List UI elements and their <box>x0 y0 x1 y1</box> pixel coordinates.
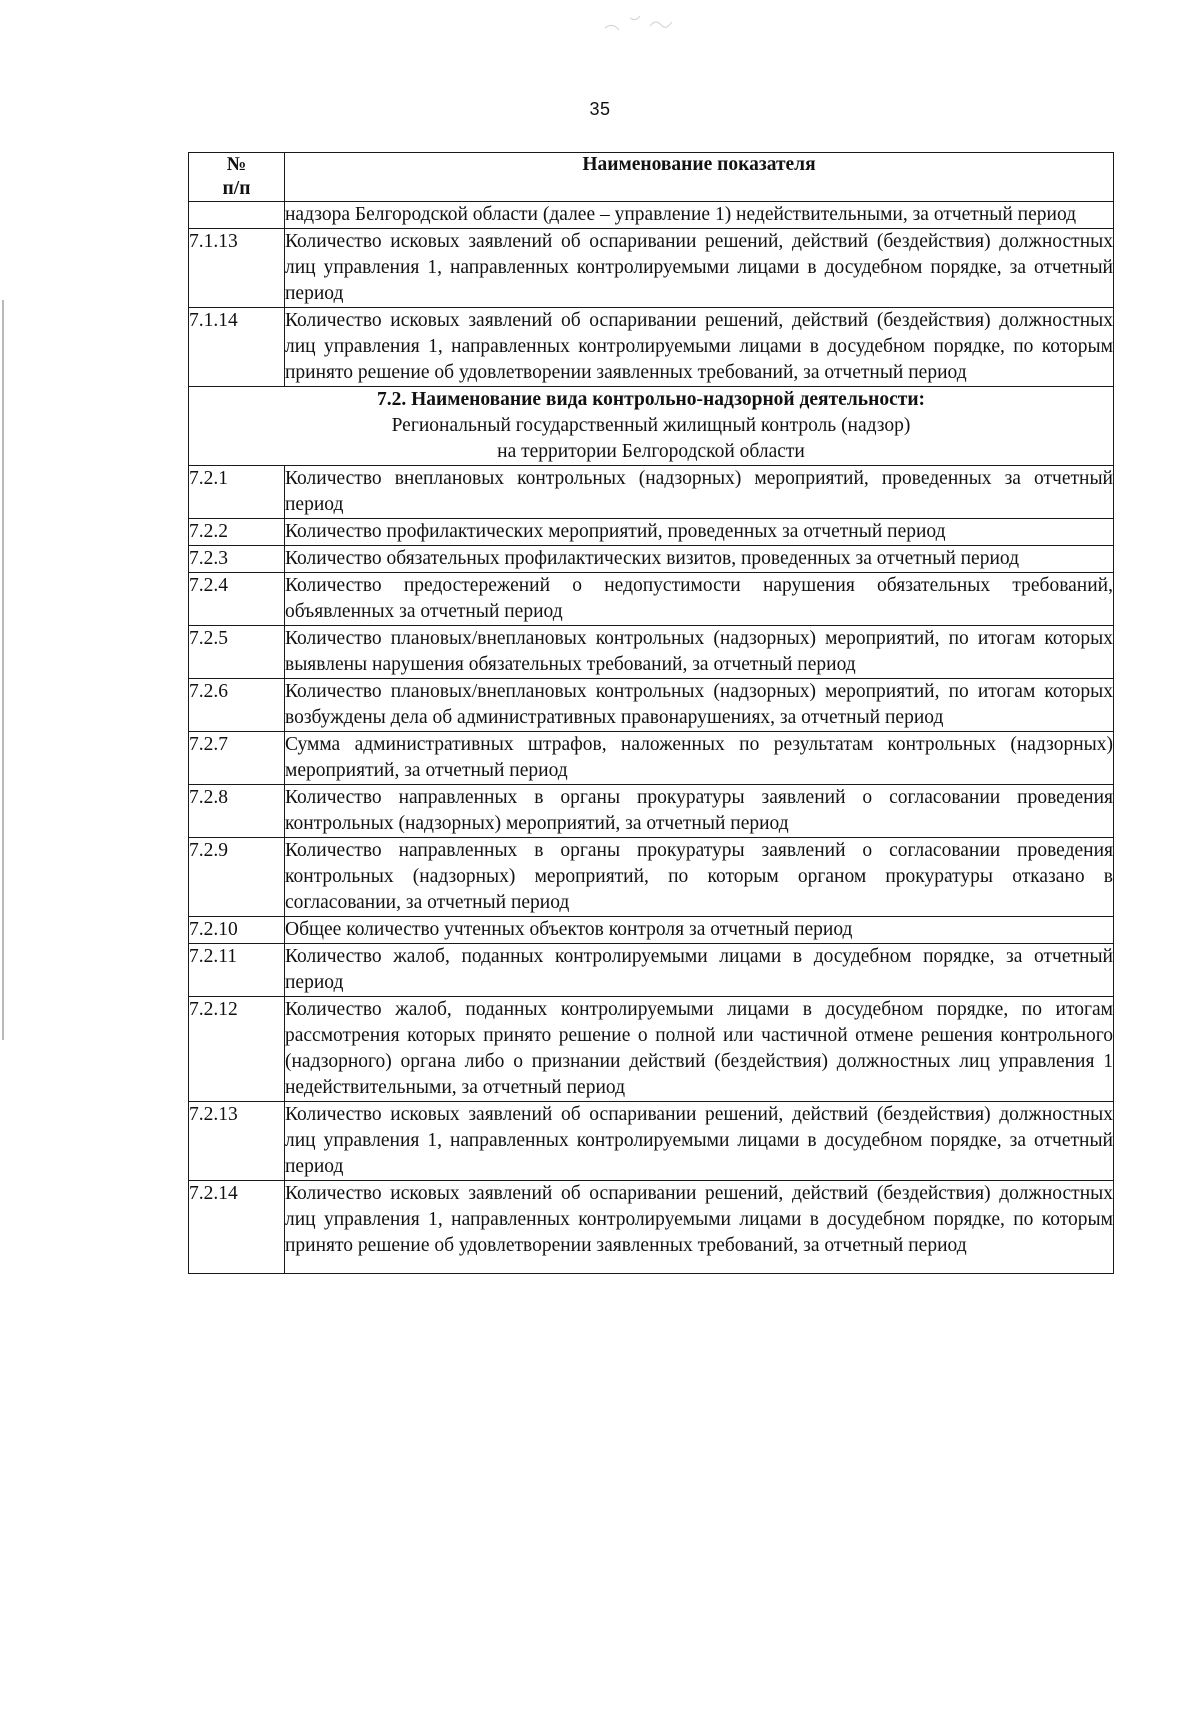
row-number: 7.2.14 <box>189 1181 285 1274</box>
row-name: Количество плановых/внеплановых контрольных (надзорных) мероприятий, по итогам которых возбуждены дела об административных правонарушениях, за отчетный период <box>285 679 1114 732</box>
table-row <box>189 917 1114 944</box>
table-row <box>189 573 1114 626</box>
row-number: 7.2.7 <box>189 732 285 785</box>
table-row <box>189 838 1114 917</box>
row-name: Сумма административных штрафов, наложенных по результатам контрольных (надзорных) мероприятий, за отчетный период <box>285 732 1114 785</box>
row-number: 7.2.13 <box>189 1102 285 1181</box>
row-name: Количество профилактических мероприятий, проведенных за отчетный период <box>285 519 1114 546</box>
row-name: Общее количество учтенных объектов контроля за отчетный период <box>285 917 1114 944</box>
row-name: Количество исковых заявлений об оспаривании решений, действий (бездействия) должностных лиц управления 1, направленных контролируемыми лицами в досудебном порядке, по которым принято решение об удовлетворении заявленных требований, за отчетный период <box>285 308 1114 387</box>
row-number: 7.2.3 <box>189 546 285 573</box>
header-number <box>189 153 285 202</box>
table-row <box>189 229 1114 308</box>
header-number-label: № п/п <box>222 154 251 199</box>
table-row <box>189 466 1114 519</box>
row-name: Количество предостережений о недопустимости нарушения обязательных требований, объявленных за отчетный период <box>285 573 1114 626</box>
row-number: 7.2.9 <box>189 838 285 917</box>
table-row <box>189 785 1114 838</box>
row-number: 7.2.10 <box>189 917 285 944</box>
row-name: Количество обязательных профилактических визитов, проведенных за отчетный период <box>285 546 1114 573</box>
section-heading <box>189 387 1114 466</box>
header-indicator-name: Наименование показателя <box>285 153 1114 202</box>
scan-edge-line <box>2 300 4 1040</box>
table-row <box>189 732 1114 785</box>
table-row <box>189 1102 1114 1181</box>
table-row <box>189 626 1114 679</box>
section-subtitle-line-2: на территории Белгородской области <box>497 441 805 462</box>
row-name: Количество исковых заявлений об оспаривании решений, действий (бездействия) должностных лиц управления 1, направленных контролируемыми лицами в досудебном порядке, за отчетный период <box>285 1102 1114 1181</box>
row-number: 7.2.2 <box>189 519 285 546</box>
row-name: Количество плановых/внеплановых контрольных (надзорных) мероприятий, по итогам которых выявлены нарушения обязательных требований, за отчетный период <box>285 626 1114 679</box>
table-header-row <box>189 153 1114 202</box>
table-row <box>189 546 1114 573</box>
row-number: 7.2.4 <box>189 573 285 626</box>
page-number: 35 <box>589 99 611 119</box>
row-name: Количество жалоб, поданных контролируемыми лицами в досудебном порядке, по итогам рассмотрения которых принято решение о полной или частичной отмене решения контрольного (надзорного) органа либо о признании действий (бездействия) должностных лиц управления 1 недействительными, за отчетный период <box>285 997 1114 1102</box>
table-row <box>189 997 1114 1102</box>
row-number: 7.1.13 <box>189 229 285 308</box>
row-name: Количество жалоб, поданных контролируемыми лицами в досудебном порядке, за отчетный период <box>285 944 1114 997</box>
row-number: 7.2.12 <box>189 997 285 1102</box>
section-title: 7.2. Наименование вида контрольно-надзорной деятельности: <box>376 389 926 410</box>
row-name: Количество исковых заявлений об оспаривании решений, действий (бездействия) должностных лиц управления 1, направленных контролируемыми лицами в досудебном порядке, по которым принято решение об удовлетворении заявленных требований, за отчетный период <box>285 1181 1114 1274</box>
scan-artifact <box>600 8 680 38</box>
row-number: 7.1.14 <box>189 308 285 387</box>
table-row <box>189 202 1114 229</box>
row-name: надзора Белгородской области (далее – управление 1) недействительными, за отчетный период <box>285 202 1114 229</box>
row-name: Количество направленных в органы прокуратуры заявлений о согласовании проведения контрольных (надзорных) мероприятий, за отчетный период <box>285 785 1114 838</box>
row-number: 7.2.6 <box>189 679 285 732</box>
table-row <box>189 679 1114 732</box>
row-number: 7.2.1 <box>189 466 285 519</box>
row-name: Количество направленных в органы прокуратуры заявлений о согласовании проведения контрольных (надзорных) мероприятий, по которым органом прокуратуры отказано в согласовании, за отчетный период <box>285 838 1114 917</box>
row-number: 7.2.11 <box>189 944 285 997</box>
table-row <box>189 1181 1114 1274</box>
row-number: 7.2.5 <box>189 626 285 679</box>
row-name: Количество исковых заявлений об оспаривании решений, действий (бездействия) должностных лиц управления 1, направленных контролируемыми лицами в досудебном порядке, за отчетный период <box>285 229 1114 308</box>
section-row <box>189 387 1114 466</box>
section-subtitle-line-1: Региональный государственный жилищный контроль (надзор) <box>391 415 911 436</box>
table-row <box>189 308 1114 387</box>
row-name: Количество внеплановых контрольных (надзорных) мероприятий, проведенных за отчетный период <box>285 466 1114 519</box>
row-number <box>189 202 285 229</box>
row-number: 7.2.8 <box>189 785 285 838</box>
table-row <box>189 519 1114 546</box>
indicators-table <box>188 152 1114 1274</box>
table-row <box>189 944 1114 997</box>
